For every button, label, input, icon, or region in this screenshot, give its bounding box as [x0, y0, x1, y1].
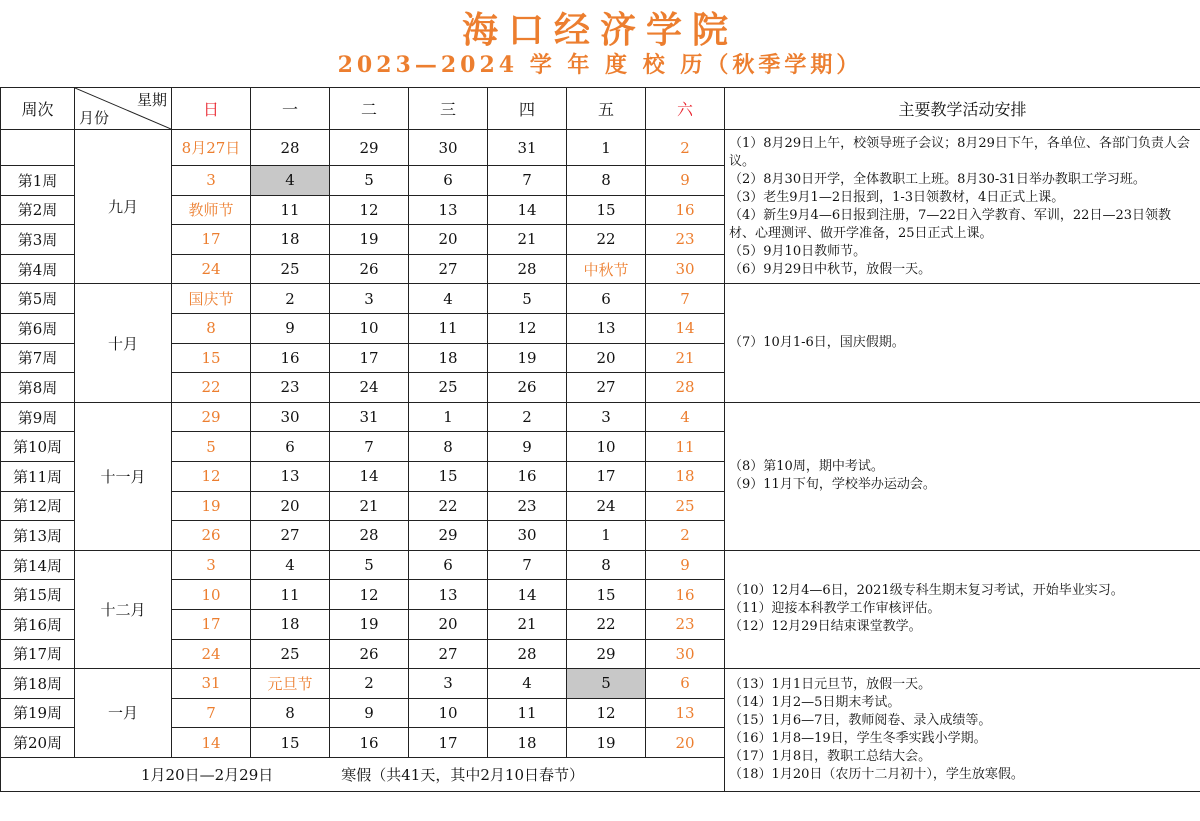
date-cell: 19 — [567, 728, 646, 758]
week-header: 周次 — [1, 88, 75, 130]
date-cell: 16 — [646, 195, 725, 225]
note-item: （16）1月8—19日，学生冬季实践小学期。 — [729, 730, 987, 746]
date-cell: 7 — [488, 166, 567, 196]
date-cell: 16 — [488, 461, 567, 491]
date-cell: 4 — [488, 669, 567, 699]
note-item: （13）1月1日元旦节，放假一天。 — [729, 676, 932, 692]
date-cell: 20 — [409, 609, 488, 639]
date-cell: 24 — [567, 491, 646, 521]
month-cell: 十二月 — [75, 550, 172, 668]
date-cell: 15 — [409, 461, 488, 491]
date-cell: 8月27日 — [172, 130, 251, 166]
date-cell: 25 — [251, 254, 330, 284]
week-label: 第20周 — [1, 728, 75, 758]
note-item: （15）1月6—7日，教师阅卷、录入成绩等。 — [729, 712, 992, 728]
date-cell: 19 — [330, 609, 409, 639]
date-cell: 26 — [330, 254, 409, 284]
month-label: 月份 — [79, 109, 110, 127]
date-cell: 12 — [330, 580, 409, 610]
calendar-subtitle: 2023—2024 学 年 度 校 历（秋季学期） — [337, 52, 863, 78]
date-cell: 26 — [330, 639, 409, 669]
note-item: （7）10月1-6日，国庆假期。 — [729, 335, 905, 351]
date-cell: 26 — [488, 373, 567, 403]
notes-cell — [725, 284, 1200, 402]
month-cell: 九月 — [75, 130, 172, 284]
date-cell: 29 — [567, 639, 646, 669]
date-cell: 27 — [251, 521, 330, 551]
date-cell: 2 — [646, 130, 725, 166]
note-item: （11）迎接本科教学工作审核评估。 — [729, 601, 941, 617]
week-row — [1, 284, 1200, 314]
note-item: （9）11月下旬，学校举办运动会。 — [729, 477, 936, 493]
date-cell: 8 — [172, 313, 251, 343]
date-cell: 17 — [567, 461, 646, 491]
note-item: （5）9月10日教师节。 — [729, 243, 867, 259]
note-item: （6）9月29日中秋节，放假一天。 — [729, 261, 932, 277]
date-cell: 10 — [409, 698, 488, 728]
notes-cell — [725, 402, 1200, 550]
date-cell: 教师节 — [172, 195, 251, 225]
date-cell: 15 — [172, 343, 251, 373]
date-cell: 30 — [646, 639, 725, 669]
date-cell: 3 — [567, 402, 646, 432]
notes-cell — [725, 130, 1200, 284]
date-cell: 30 — [409, 130, 488, 166]
date-cell: 9 — [646, 166, 725, 196]
date-cell: 元旦节 — [251, 669, 330, 699]
date-cell: 22 — [567, 609, 646, 639]
date-cell: 20 — [646, 728, 725, 758]
month-cell: 十月 — [75, 284, 172, 402]
date-cell: 20 — [251, 491, 330, 521]
week-label: 第5周 — [1, 284, 75, 314]
date-cell: 29 — [172, 402, 251, 432]
date-cell: 25 — [251, 639, 330, 669]
date-cell: 8 — [567, 166, 646, 196]
week-label: 第14周 — [1, 550, 75, 580]
date-cell: 6 — [409, 166, 488, 196]
weekday-month-header — [75, 88, 172, 130]
date-cell: 15 — [567, 580, 646, 610]
date-cell: 6 — [646, 669, 725, 699]
date-cell: 5 — [172, 432, 251, 462]
date-cell: 6 — [251, 432, 330, 462]
date-cell: 14 — [488, 195, 567, 225]
date-cell: 14 — [330, 461, 409, 491]
note-item: （10）12月4—6日，2021级专科生期末复习考试，开始毕业实习。 — [729, 583, 1124, 599]
date-cell: 1 — [567, 130, 646, 166]
note-item: （2）8月30日开学，全体教职工上班。8月30-31日举办教职工学习班。 — [729, 171, 1146, 187]
week-label: 第10周 — [1, 432, 75, 462]
date-cell: 11 — [488, 698, 567, 728]
date-cell: 18 — [646, 461, 725, 491]
school-title: 海口经济学院 — [461, 9, 738, 51]
note-item: （8）第10周，期中考试。 — [729, 459, 884, 475]
date-cell: 27 — [409, 639, 488, 669]
note-item: （18）1月20日（农历十二月初十），学生放寒假。 — [729, 766, 1024, 782]
week-label: 第15周 — [1, 580, 75, 610]
week-label: 第13周 — [1, 521, 75, 551]
date-cell: 22 — [172, 373, 251, 403]
date-cell: 6 — [409, 550, 488, 580]
week-row — [1, 130, 1200, 166]
date-cell: 28 — [488, 639, 567, 669]
week-label: 第19周 — [1, 698, 75, 728]
date-cell: 13 — [409, 580, 488, 610]
date-cell: 28 — [488, 254, 567, 284]
date-cell: 19 — [172, 491, 251, 521]
note-item: （12）12月29日结束课堂教学。 — [729, 619, 922, 635]
day-header: 六 — [646, 88, 725, 130]
date-cell: 23 — [646, 225, 725, 255]
month-cell: 十一月 — [75, 402, 172, 550]
date-cell: 29 — [409, 521, 488, 551]
date-cell: 2 — [646, 521, 725, 551]
date-cell: 3 — [172, 550, 251, 580]
date-cell: 23 — [251, 373, 330, 403]
date-cell: 28 — [646, 373, 725, 403]
date-cell: 11 — [251, 580, 330, 610]
week-label: 第1周 — [1, 166, 75, 196]
date-cell: 23 — [646, 609, 725, 639]
week-label: 第7周 — [1, 343, 75, 373]
date-cell: 16 — [330, 728, 409, 758]
date-cell: 25 — [646, 491, 725, 521]
date-cell: 9 — [488, 432, 567, 462]
date-cell: 12 — [172, 461, 251, 491]
date-cell: 31 — [172, 669, 251, 699]
date-cell: 21 — [488, 225, 567, 255]
week-label: 第6周 — [1, 313, 75, 343]
date-cell: 19 — [488, 343, 567, 373]
date-cell: 12 — [567, 698, 646, 728]
date-cell: 6 — [567, 284, 646, 314]
date-cell: 13 — [646, 698, 725, 728]
week-label: 第11周 — [1, 461, 75, 491]
day-header: 五 — [567, 88, 646, 130]
week-label: 第8周 — [1, 373, 75, 403]
date-cell: 2 — [330, 669, 409, 699]
week-row — [1, 550, 1200, 580]
date-cell: 29 — [330, 130, 409, 166]
date-cell: 24 — [172, 254, 251, 284]
date-cell: 24 — [172, 639, 251, 669]
day-header: 一 — [251, 88, 330, 130]
date-cell: 11 — [646, 432, 725, 462]
date-cell: 3 — [409, 669, 488, 699]
calendar-table — [0, 87, 1200, 792]
date-cell: 17 — [330, 343, 409, 373]
date-cell: 20 — [409, 225, 488, 255]
date-cell: 30 — [251, 402, 330, 432]
date-cell: 2 — [251, 284, 330, 314]
date-cell: 4 — [409, 284, 488, 314]
week-label: 第12周 — [1, 491, 75, 521]
date-cell: 22 — [567, 225, 646, 255]
month-cell: 一月 — [75, 669, 172, 758]
date-cell: 5 — [330, 166, 409, 196]
date-cell: 28 — [251, 130, 330, 166]
date-cell: 14 — [646, 313, 725, 343]
date-cell: 9 — [251, 313, 330, 343]
date-cell: 8 — [567, 550, 646, 580]
date-cell: 27 — [567, 373, 646, 403]
date-cell: 13 — [567, 313, 646, 343]
date-cell: 21 — [488, 609, 567, 639]
date-cell: 22 — [409, 491, 488, 521]
date-cell: 12 — [330, 195, 409, 225]
note-item: （1）8月29日上午，校领导班子会议；8月29日下午，各单位、各部门负责人会议。 — [729, 135, 1190, 169]
date-cell: 5 — [567, 669, 646, 699]
winter-text: 寒假（共41天，其中2月10日春节） — [341, 765, 584, 784]
date-cell: 30 — [646, 254, 725, 284]
date-cell: 7 — [488, 550, 567, 580]
day-header: 日 — [172, 88, 251, 130]
date-cell: 15 — [567, 195, 646, 225]
week-label: 第2周 — [1, 195, 75, 225]
date-cell: 21 — [646, 343, 725, 373]
week-label: 第4周 — [1, 254, 75, 284]
day-header: 四 — [488, 88, 567, 130]
date-cell: 17 — [172, 609, 251, 639]
date-cell: 7 — [172, 698, 251, 728]
date-cell: 4 — [251, 550, 330, 580]
header-row — [1, 88, 1200, 130]
date-cell: 11 — [409, 313, 488, 343]
date-cell: 9 — [330, 698, 409, 728]
winter-break-cell — [1, 757, 725, 791]
date-cell: 8 — [251, 698, 330, 728]
week-row — [1, 402, 1200, 432]
notes-header: 主要教学活动安排 — [725, 88, 1200, 130]
note-item: （14）1月2—5日期末考试。 — [729, 694, 901, 710]
day-header: 三 — [409, 88, 488, 130]
date-cell: 7 — [330, 432, 409, 462]
date-cell: 27 — [409, 254, 488, 284]
date-cell: 23 — [488, 491, 567, 521]
week-label: 第16周 — [1, 609, 75, 639]
date-cell: 9 — [646, 550, 725, 580]
notes-cell — [725, 669, 1200, 792]
date-cell: 18 — [251, 609, 330, 639]
date-cell: 31 — [330, 402, 409, 432]
date-cell: 4 — [251, 166, 330, 196]
date-cell: 17 — [409, 728, 488, 758]
date-cell: 26 — [172, 521, 251, 551]
date-cell: 10 — [567, 432, 646, 462]
date-cell: 1 — [567, 521, 646, 551]
date-cell: 25 — [409, 373, 488, 403]
date-cell: 中秋节 — [567, 254, 646, 284]
date-cell: 11 — [251, 195, 330, 225]
date-cell: 24 — [330, 373, 409, 403]
date-cell: 21 — [330, 491, 409, 521]
winter-dates: 1月20日—2月29日 — [141, 765, 274, 784]
date-cell: 18 — [488, 728, 567, 758]
note-item: （17）1月8日，教职工总结大会。 — [729, 748, 932, 764]
date-cell: 28 — [330, 521, 409, 551]
day-header: 二 — [330, 88, 409, 130]
date-cell: 8 — [409, 432, 488, 462]
weekday-label: 星期 — [136, 91, 167, 109]
date-cell: 16 — [251, 343, 330, 373]
date-cell: 15 — [251, 728, 330, 758]
date-cell: 30 — [488, 521, 567, 551]
date-cell: 13 — [409, 195, 488, 225]
date-cell: 18 — [409, 343, 488, 373]
week-label: 第17周 — [1, 639, 75, 669]
week-label: 第3周 — [1, 225, 75, 255]
date-cell: 14 — [488, 580, 567, 610]
date-cell: 18 — [251, 225, 330, 255]
week-label: 第9周 — [1, 402, 75, 432]
date-cell: 1 — [409, 402, 488, 432]
date-cell: 12 — [488, 313, 567, 343]
date-cell: 13 — [251, 461, 330, 491]
date-cell: 10 — [330, 313, 409, 343]
note-item: （3）老生9月1—2日报到，1-3日领教材，4日正式上课。 — [729, 189, 1065, 205]
date-cell: 14 — [172, 728, 251, 758]
week-label: 第18周 — [1, 669, 75, 699]
date-cell: 31 — [488, 130, 567, 166]
date-cell: 5 — [330, 550, 409, 580]
week-row — [1, 669, 1200, 699]
date-cell: 3 — [330, 284, 409, 314]
date-cell: 7 — [646, 284, 725, 314]
date-cell: 16 — [646, 580, 725, 610]
note-item: （4）新生9月4—6日报到注册，7—22日入学教育、军训，22日—23日领教材、心理测评、做开学准备，25日正式上课。 — [729, 207, 1171, 241]
notes-cell — [725, 550, 1200, 668]
date-cell: 国庆节 — [172, 284, 251, 314]
date-cell: 4 — [646, 402, 725, 432]
date-cell: 3 — [172, 166, 251, 196]
date-cell: 20 — [567, 343, 646, 373]
date-cell: 10 — [172, 580, 251, 610]
date-cell: 2 — [488, 402, 567, 432]
date-cell: 5 — [488, 284, 567, 314]
date-cell: 19 — [330, 225, 409, 255]
date-cell: 17 — [172, 225, 251, 255]
week-label — [1, 130, 75, 166]
